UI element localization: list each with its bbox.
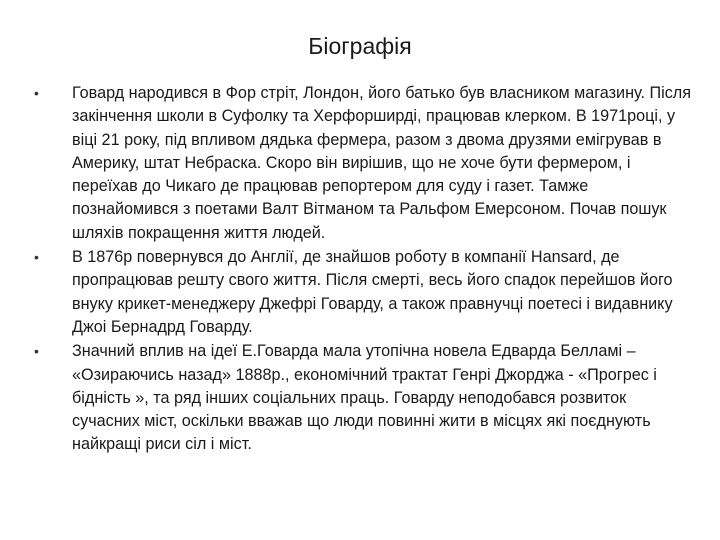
bullet-text: Говард народився в Фор стріт, Лондон, його батько був власником магазину. Після закінчення школи в Суфолку та Херфорширді, працював клерком. В 1971році, у віці 21 року, під впливом дядька фермера, разом з двома друзями емігрував в Америку, штат Небраска. Скоро він вирішив, що не хоче бути фермером, і переїхав до Чикаго де працював репортером для суду і газет. Тамже познайомився з поетами Валт Вітманом та Ральфом Емерсоном. Почав пошук шляхів покращення життя людей. xyxy=(72,84,692,242)
bullet-dot-icon: • xyxy=(34,249,39,266)
bullet-list xyxy=(34,82,694,458)
bullet-dot-icon: • xyxy=(34,85,39,101)
bullet-item-1 xyxy=(34,82,694,245)
bullet-text: Значний вплив на ідеї Е.Говарда мала утопічна новела Едварда Белламі – «Озираючись назад» 1888р., економічний трактат Генрі Джорджа - «Прогрес і бідність », та ряд інших соціальних праць. Говарду неподобався розвиток сучасних міст, оскільки вважав що люди повинні жити в місцях які поєднують найкращі риси сіл і міст. xyxy=(72,342,657,454)
bullet-text: В 1876р повернувся до Англії, де знайшов роботу в компанії Hansard, де пропрацював решту свого життя. Після смерті, весь його спадок перейшов його внуку крикет-менеджеру Джефрі Говарду, а також правнучці поетесі і видавнику Джоі Бернадрд Говарду. xyxy=(72,248,673,336)
bullet-item-3 xyxy=(34,340,694,456)
slide-title: Біографія xyxy=(308,33,412,59)
bullet-item-2 xyxy=(34,246,694,339)
bullet-dot-icon: • xyxy=(34,343,39,360)
